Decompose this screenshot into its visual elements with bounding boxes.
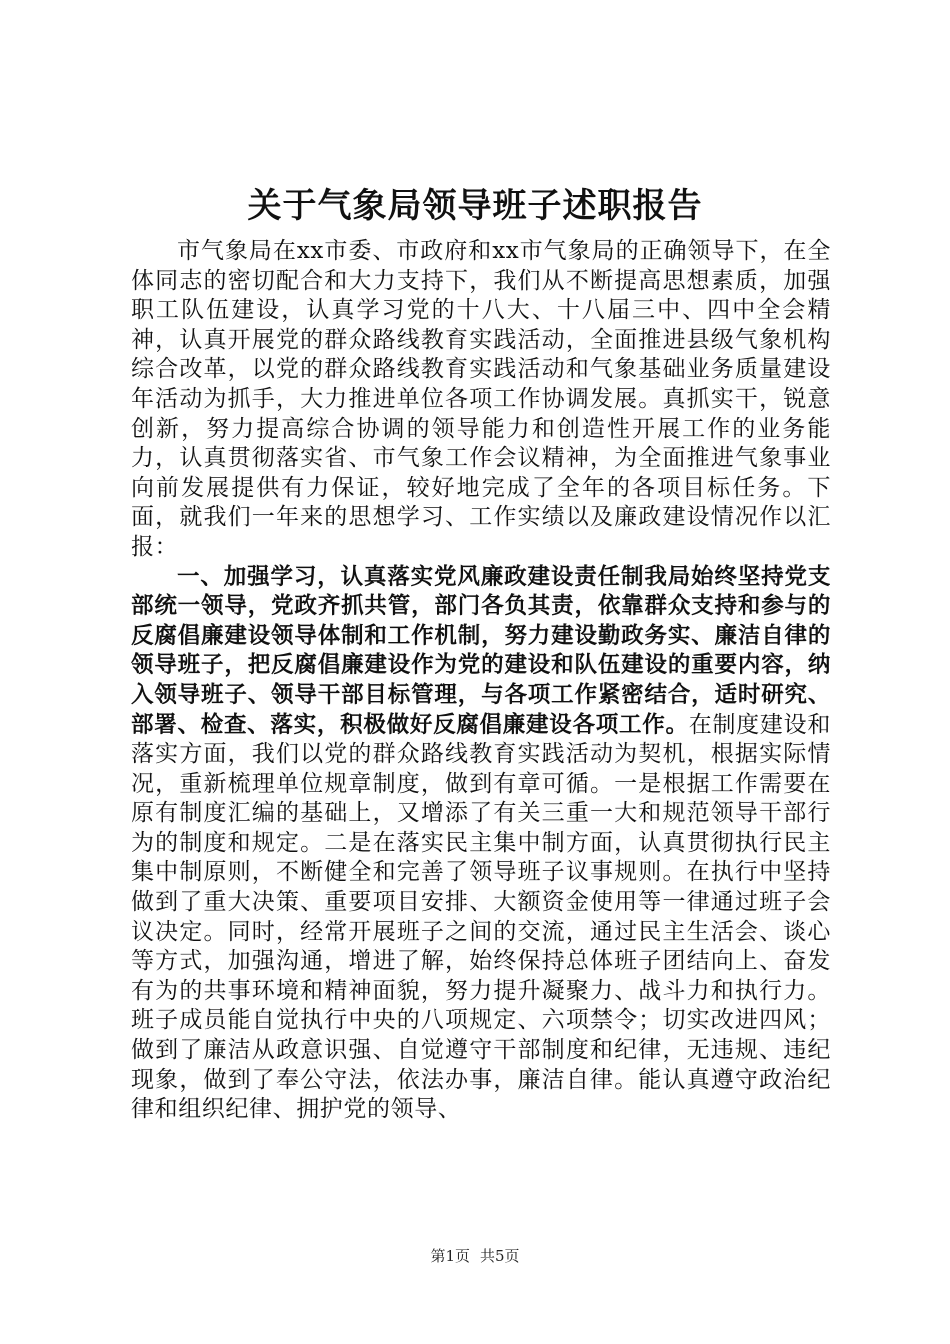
intro-paragraph: 市气象局在xx市委、市政府和xx市气象局的正确领导下，在全体同志的密切配合和大力支持下，我们从不断提高思想素质，加强职工队伍建设，认真学习党的十八大、十八届三中、四中全会精神，认真开展党的群众路线教育实践活动，全面推进县级气象机构综合改革，以党的群众路线教育实践活动和气象基础业务质量建设年活动为抓手，大力推进单位各项工作协调发展。真抓实干，锐意创新，努力提高综合协调的领导能力和创造性开展工作的业务能力，认真贯彻落实省、市气象工作会议精神，为全面推进气象事业向前发展提供有力保证，较好地完成了全年的各项目标任务。下面，就我们一年来的思想学习、工作实绩以及廉政建设情况作以汇报：	[131, 238, 831, 560]
document-body	[131, 237, 831, 1125]
section-1-body: 在制度建设和落实方面，我们以党的群众路线教育实践活动为契机，根据实际情况，重新梳理单位规章制度，做到有章可循。一是根据工作需要在原有制度汇编的基础上，又增添了有关三重一大和规范领导干部行为的制度和规定。二是在落实民主集中制方面，认真贯彻执行民主集中制原则，不断健全和完善了领导班子议事规则。在执行中坚持做到了重大决策、重要项目安排、大额资金使用等一律通过班子会议决定。同时，经常开展班子之间的交流，通过民主生活会、谈心等方式，加强沟通，增进了解，始终保持总体班子团结向上、奋发有为的共事环境和精神面貌，努力提升凝聚力、战斗力和执行力。班子成员能自觉执行中央的八项规定、六项禁令；切实改进四风；做到了廉洁从政意识强、自觉遵守干部制度和纪律，无违规、违纪现象，做到了奉公守法，依法办事，廉洁自律。能认真遵守政治纪律和组织纪律、拥护党的领导、	[131, 711, 831, 1123]
section-1-heading: 一、加强学习，认真落实党风廉政建设责任制我局始终坚持党支部统一领导，党政齐抓共管，部门各负其责，依靠群众支持和参与的反腐倡廉建设领导体制和工作机制，努力建设勤政务实、廉洁自律的领导班子，把反腐倡廉建设作为党的建设和队伍建设的重要内容，纳入领导班子、领导干部目标管理，与各项工作紧密结合，适时研究、部署、检查、落实，积极做好反腐倡廉建设各项工作。	[131, 563, 831, 738]
document-title: 关于气象局领导班子述职报告	[247, 186, 703, 226]
page-footer	[0, 1246, 950, 1266]
page-number: 第1页	[430, 1247, 470, 1265]
section-1-paragraph	[131, 563, 831, 1125]
page-total: 共5页	[480, 1247, 520, 1265]
